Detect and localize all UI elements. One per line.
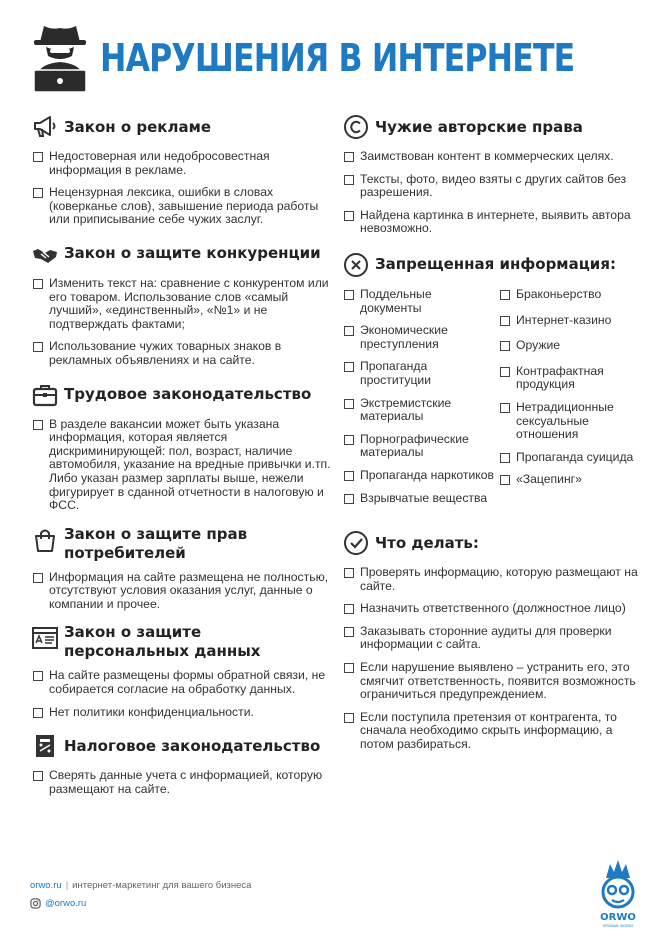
instagram-handle[interactable]: @orwo.ru <box>45 898 87 909</box>
footer-separator: | <box>65 880 69 891</box>
footer <box>30 880 640 909</box>
tax-document-icon <box>32 733 58 759</box>
section-copyright <box>343 112 643 236</box>
list-item: Поддельные документы <box>343 288 495 315</box>
list-item: Пропаганда наркотиков <box>343 469 495 483</box>
section-title: Закон о защите прав потребителей <box>64 524 248 562</box>
megaphone-icon <box>32 114 58 140</box>
checkbox-icon <box>33 188 43 198</box>
list-item: Изменить текст на: сравнение с конкурентом или его товаром. Использование слов «самый лучший», «единственный», «№1» и не подтверждать фактами; <box>32 277 332 331</box>
checkbox-icon <box>344 435 354 445</box>
checkbox-icon <box>500 403 510 413</box>
logo-text: ORWO <box>600 912 636 923</box>
list-item: Проверять информацию, которую размещают на сайте. <box>343 566 643 593</box>
cross-circle-icon <box>343 252 369 278</box>
forbidden-list-left <box>343 288 495 514</box>
checkbox-icon <box>500 341 510 351</box>
list-item: На сайте размещены формы обратной связи, не собирается согласие на обработку данных. <box>32 669 332 696</box>
checkbox-icon <box>344 494 354 504</box>
checkbox-icon <box>344 568 354 578</box>
forbidden-list-right <box>499 288 647 514</box>
checkbox-icon <box>344 211 354 221</box>
section-ads <box>32 112 332 227</box>
list-item: Экстремистские материалы <box>343 397 495 424</box>
section-title: Что делать: <box>375 533 479 552</box>
section-title: Закон о защите персональных данных <box>64 623 261 661</box>
section-labor <box>32 380 332 513</box>
checkbox-icon <box>344 152 354 162</box>
checkbox-icon <box>344 290 354 300</box>
list-item: Если поступила претензия от контрагента, то сначала необходимо скрыть информацию, а потом разбираться. <box>343 711 643 752</box>
copyright-icon <box>343 114 369 140</box>
instagram-icon <box>30 898 41 909</box>
hacker-icon <box>30 20 90 92</box>
checkbox-icon <box>344 399 354 409</box>
list-item: Информация на сайте размещена не полностью, отсутствуют условия оказания услуг, данные о компании и прочее. <box>32 571 332 612</box>
orwo-logo-icon <box>598 856 638 918</box>
checkbox-icon <box>344 713 354 723</box>
right-column <box>343 112 643 761</box>
list-item: Контрафактная продукция <box>499 365 647 392</box>
section-title: Налоговое законодательство <box>64 736 321 755</box>
list-item: Заказывать сторонние аудиты для проверки информации с сайта. <box>343 625 643 652</box>
list-item: Пропаганда проституции <box>343 360 495 387</box>
checkbox-icon <box>33 279 43 289</box>
section-title: Закон о рекламе <box>64 117 212 136</box>
list-item: Нет политики конфиденциальности. <box>32 706 332 720</box>
section-consumer <box>32 525 332 612</box>
checkbox-icon <box>33 420 43 430</box>
briefcase-icon <box>32 382 58 408</box>
page-title: НАРУШЕНИЯ В ИНТЕРНЕТЕ <box>100 36 575 80</box>
checkbox-icon <box>500 367 510 377</box>
checkbox-icon <box>500 453 510 463</box>
handshake-icon <box>32 241 58 267</box>
check-circle-icon <box>343 530 369 556</box>
checkbox-icon <box>33 342 43 352</box>
checkbox-icon <box>344 471 354 481</box>
forbidden-grid <box>343 288 643 514</box>
section-title: Трудовое законодательство <box>64 385 312 404</box>
list-item: Взрывчатые вещества <box>343 492 495 506</box>
list-item: В разделе вакансии может быть указана информация, которая является дискриминирующей: пол, возраст, наличие автомобиля, указание на вредные привычки и.тп. Либо указан размер зарплаты выше, нежели фигурирует в сданной отчетности в налоговую и ФСС. <box>32 418 332 513</box>
checkbox-icon <box>344 326 354 336</box>
section-tax <box>32 731 332 796</box>
checkbox-icon <box>33 573 43 583</box>
checkbox-icon <box>344 604 354 614</box>
checkbox-icon <box>344 663 354 673</box>
left-column <box>32 112 332 805</box>
checkbox-icon <box>33 671 43 681</box>
list-item: Интернет-казино <box>499 314 647 328</box>
section-forbidden <box>343 250 643 514</box>
checkbox-icon <box>500 290 510 300</box>
list-item: Пропаганда суицида <box>499 451 647 465</box>
list-item: Нетрадиционные сексуальные отношения <box>499 401 647 442</box>
shopping-bag-icon <box>32 527 58 553</box>
list-item: Экономические преступления <box>343 324 495 351</box>
logo-subtext: ORIGINAL WORKS <box>602 924 634 928</box>
checkbox-icon <box>33 771 43 781</box>
section-todo <box>343 528 643 752</box>
section-title: Закон о защите конкуренции <box>64 244 321 263</box>
page-header <box>30 20 650 95</box>
web-form-icon <box>32 625 58 651</box>
checkbox-icon <box>33 152 43 162</box>
list-item: Если нарушение выявлено – устранить его, это смягчит ответственность, появится возможность ограничиться предупреждением. <box>343 661 643 702</box>
section-personal <box>32 623 332 719</box>
checkbox-icon <box>500 475 510 485</box>
list-item: Сверять данные учета с информацией, которую размещают на сайте. <box>32 769 332 796</box>
checkbox-icon <box>33 708 43 718</box>
list-item: Нецензурная лексика, ошибки в словах (коверканье слов), завышение периода работы или приписывание себе чужих заслуг. <box>32 186 332 227</box>
checkbox-icon <box>500 316 510 326</box>
section-title: Запрещенная информация: <box>375 255 616 274</box>
footer-tagline: интернет-маркетинг для вашего бизнеса <box>72 880 252 891</box>
list-item: Найдена картинка в интернете, выявить автора невозможно. <box>343 209 643 236</box>
site-link[interactable]: orwo.ru <box>30 880 62 891</box>
list-item: Использование чужих товарных знаков в рекламных объявлениях и на сайте. <box>32 340 332 367</box>
section-competition <box>32 239 332 368</box>
list-item: «Зацепинг» <box>499 473 647 487</box>
list-item: Браконьерство <box>499 288 647 302</box>
list-item: Назначить ответственного (должностное лицо) <box>343 602 643 616</box>
list-item: Тексты, фото, видео взяты с других сайтов без разрешения. <box>343 173 643 200</box>
checkbox-icon <box>344 175 354 185</box>
checkbox-icon <box>344 362 354 372</box>
list-item: Недостоверная или недобросовестная информация в рекламе. <box>32 150 332 177</box>
list-item: Оружие <box>499 339 647 353</box>
list-item: Порнографические материалы <box>343 433 495 460</box>
checkbox-icon <box>344 627 354 637</box>
section-title: Чужие авторские права <box>375 117 583 136</box>
list-item: Заимствован контент в коммерческих целях. <box>343 150 643 164</box>
